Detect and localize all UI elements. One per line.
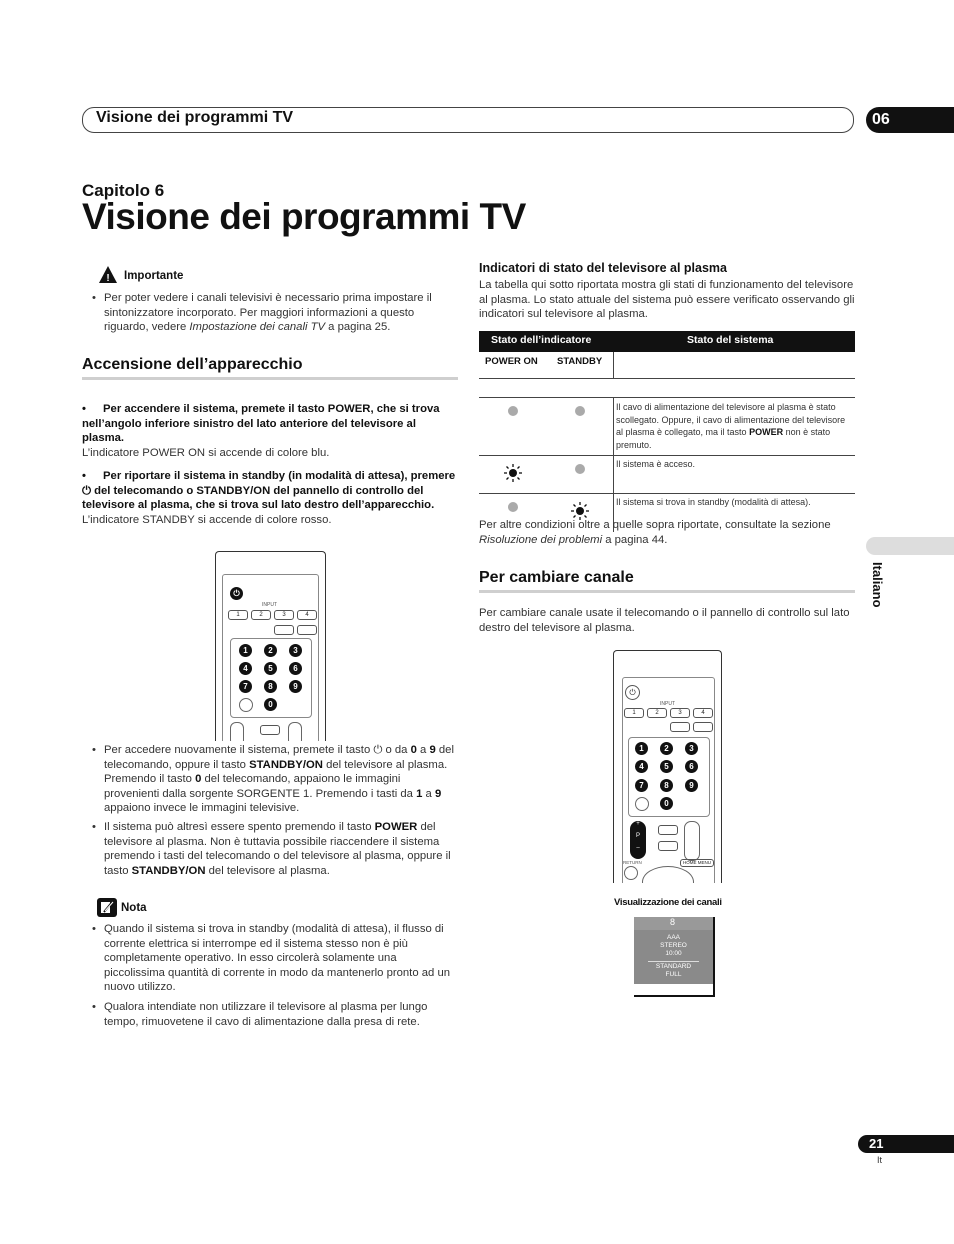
remote-control-illustration: ⏻ INPUT 1 2 3 4 1 2 3 4 5 6 7 8 9 0	[215, 551, 326, 741]
channel-rocker-highlight: + P –	[630, 821, 646, 859]
power-button-icon: ⏻	[230, 587, 243, 600]
note-icon	[97, 898, 117, 917]
indicators-title: Indicatori di stato del televisore al plasma	[479, 261, 727, 275]
section-rule	[479, 590, 855, 593]
power-symbol-icon: ⏻	[373, 744, 383, 756]
osd-name: AAA	[666, 934, 680, 941]
svg-text:!: !	[106, 273, 110, 284]
section-title-power: Accensione dell’apparecchio	[82, 356, 303, 373]
page-number: 21	[858, 1135, 954, 1153]
led-off-icon	[575, 464, 585, 474]
side-language-label: Italiano	[870, 562, 885, 608]
row3-text: Il sistema si trova in standby (modalità di attesa).	[616, 497, 811, 507]
chapter-label: Capitolo 6	[82, 181, 165, 200]
page-language: It	[877, 1155, 883, 1165]
section-rule	[82, 377, 458, 380]
led-off-icon	[575, 406, 585, 416]
note-heading: Nota	[121, 902, 147, 914]
row1-text: Il cavo di alimentazione del televisore al plasma è stato scollegato. Oppure, il cavo di alimentazione del televisore al plasma è collegato, ma il tasto POWER non è stato premuto.	[616, 402, 846, 450]
header-title: Visione dei programmi TV	[96, 109, 294, 126]
led-on-icon	[504, 464, 522, 487]
important-bullet: • Per poter vedere i canali televisivi è necessario prima impostare il sintonizzatore incorporato. Per maggiori informazioni a questo riguardo, vedere Impostazione dei canali TV a pagina 25.	[92, 292, 432, 333]
col-standby: STANDBY	[557, 356, 603, 367]
note-bullet-1: • Quando il sistema si trova in standby (modalità di attesa), il flusso di corrente elettrica si interrompe ed il sistema stesso non è più completamente operativo. In esso circolerà solamente una piccolissima quantità di corrente in modo da mantenerlo pronto ad un nuovo utilizzo.	[92, 923, 451, 993]
table-head-indicator: Stato dell’indicatore	[491, 334, 592, 346]
osd-mode: STANDARD	[648, 961, 699, 971]
osd-audio: STEREO	[660, 942, 687, 949]
bullet-reactivate: • Per accedere nuovamente il sistema, premete il tasto ⏻ o da 0 a 9 del telecomando, oppure il tasto STANDBY/ON del televisore al plasma. Premendo il tasto 0 del telecomando, appaiono le immagini provenienti dalla sorgente SORGENTE 1. Premendo i tasti da 1 a 9 appaiono invece le immagini televisive.	[92, 744, 454, 814]
status-table	[479, 331, 855, 532]
page-title: Visione dei programmi TV	[82, 196, 526, 237]
chapter-number-tab: 06	[866, 107, 954, 133]
warning-icon	[98, 265, 118, 290]
table-head-system: Stato del sistema	[687, 334, 774, 346]
power-button-icon: ⏻	[625, 685, 640, 700]
osd-time: 10:00	[665, 950, 682, 957]
step-2: • Per riportare il sistema in standby (in modalità di attesa), premere ⏻ del telecomando o STANDBY/ON del pannello di controllo del televisore al plasma, che si trova sul lato destro dell’apparecchio. L’indicatore STANDBY si accende di colore rosso.	[82, 470, 456, 526]
power-symbol-icon: ⏻	[82, 484, 91, 497]
led-off-icon	[508, 502, 518, 512]
bullet-power-off: • Il sistema può altresì essere spento premendo il tasto POWER del televisore al plasma. Non è tuttavia possibile riaccendere il sistema premendo i tasti del telecomando o del televisore al plasma, oppure il tasto STANDBY/ON del televisore al plasma.	[92, 821, 451, 877]
section-title-channel: Per cambiare canale	[479, 569, 634, 586]
led-off-icon	[508, 406, 518, 416]
important-heading: Importante	[124, 270, 184, 282]
channel-text: Per cambiare canale usate il telecomando o il pannello di controllo sul lato destro del televisore al plasma.	[479, 607, 850, 634]
indicators-after: Per altre condizioni oltre a quelle sopra riportate, consultate la sezione Risoluzione dei problemi a pagina 44.	[479, 519, 831, 546]
remote-control-illustration-2: ⏻ INPUT 1 2 3 4 1 2 3 4 5 6 7 8 9 0 + P – RETURN HOME MENU	[613, 650, 722, 883]
step-1: • Per accendere il sistema, premete il tasto POWER, che si trova nell’angolo inferiore sinistro del lato anteriore del televisore al plasma. L’indicatore POWER ON si accende di colore blu.	[82, 403, 440, 459]
indicators-intro: La tabella qui sotto riportata mostra gli stati di funzionamento del televisore al plasma. Lo stato attuale del sistema può essere verificato osservando gli indicatori sul televisore al plasma.	[479, 279, 855, 320]
side-tab-marker	[866, 537, 954, 555]
channel-display-caption: Visualizzazione dei canali	[614, 897, 722, 908]
note-bullet-2: • Qualora intendiate non utilizzare il televisore al plasma per lungo tempo, rimuovetene il cavo di alimentazione dalla presa di rete.	[92, 1001, 428, 1028]
osd-channel-number: 8	[634, 917, 713, 930]
col-power-on: POWER ON	[485, 356, 538, 367]
row2-text: Il sistema è acceso.	[616, 459, 696, 469]
osd-size: FULL	[665, 971, 682, 978]
channel-osd	[634, 917, 715, 997]
